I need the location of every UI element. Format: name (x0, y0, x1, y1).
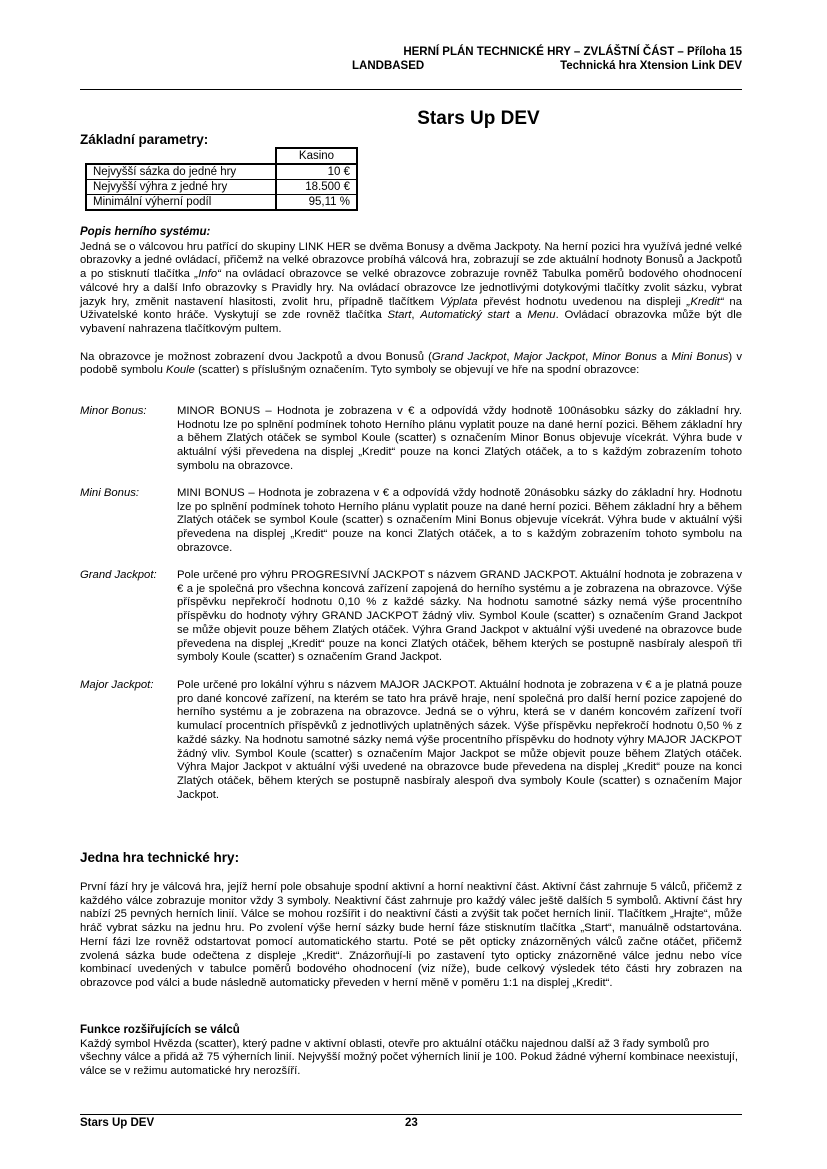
param-value: 10 € (276, 164, 357, 180)
header-subtitle-row (352, 59, 742, 73)
system-paragraph-1: Jedná se o válcovou hru patřící do skupiny LINK HER se dvěma Bonusy a dvěma Jackpoty. Na herní pozici hra využívá jedné velké obrazovky a jedné ovládací, přičemž na velké obrazovce probíhá válcová hra, zobrazují se zde aktuální hodnoty Bonusů a Jackpotů a po stisknutí tlačítka „Info“ na ovládací obrazovce se velké obrazovce zobrazuje rovněž Tabulka poměrů bodového ohodnocení válcové hry a další Info obrazovky s Pravidly hry. Na ovládací obrazovce lze jednotlivými dotykovými tlačítky zvolit sázku, vybrat jazyk hry, změnit nastavení hlasitosti, zvolit hru, případně tlačítkem Výplata převést hodnotu uvedenou na displeji „Kredit“ na Uživatelské konto hráče. Vyskytují se zde rovněž tlačítka Start, Automatický start a Menu. Ovládací obrazovka může být dle vybavení nahrazena tlačítkovým pultem. (80, 240, 742, 335)
definition-text: Pole určené pro výhru PROGRESIVNÍ JACKPOT s názvem GRAND JACKPOT. Aktuální hodnota je zobrazena v € a je společná pro všechna koncová zařízení zapojená do herního systému a je zobrazena na obrazovce. Výše příspěvku nepřekročí hodnotu 0,10 % z každé sázky. Na hodnotu samotné sázky nemá výše procentního příspěvku do hodnoty výhry GRAND JACKPOT žádný vliv. Symbol Koule (scatter) s označením Grand Jackpot se může objevit pouze během Zlatých otáček. Výhra Grand Jackpot v aktuální výši uvedené na obrazovce bude převedena na displej „Kredit“ pouze na konci Zlatých otáček, během kterých se postupně nasbíraly alespoň tři symboly Koule (scatter) s označením Grand Jackpot. (177, 569, 742, 664)
definition-text: MINOR BONUS – Hodnota je zobrazena v € a odpovídá vždy hodnotě 100násobku sázky do základní hry. Hodnotu lze po splnění podmínek tohoto Herního plánu vyplatit pouze na dané herní pozici. Během základní hry a během Zlatých otáček se symbol Koule (scatter) s označením Minor Bonus objevuje vícekrát. Výhra bude v aktuální výši převedena na displej „Kredit“ pouze na konci Zlatých otáček, a to s každým zobrazením tohoto symbolu na obrazovce. (177, 405, 742, 472)
definition-term: Minor Bonus: (80, 405, 147, 417)
definition-text: Pole určené pro lokální výhru s názvem MAJOR JACKPOT. Aktuální hodnota je zobrazena v € a je platná pouze pro dané koncové zařízení, na kterém se tato hra právě hraje, není společná pro další herní pozice zapojené do herního systému a je zobrazena na obrazovce. Jedná se o výhru, která se v daném koncovém zařízení tvoří kumulací procentních příspěvků z jednotlivých uplatněných sázek. Výše příspěvku nepřekročí hodnotu 0,50 % z každé sázky. Na hodnotu samotné sázky nemá výše procentního příspěvku do hodnoty výhry MAJOR JACKPOT žádný vliv. Symbol Koule (scatter) s označením Major Jackpot se může objevit pouze během Zlatých otáček. Výhra Major Jackpot v aktuální výši uvedené na obrazovce bude převedena na displej „Kredit“ pouze na konci Zlatých otáček, během kterých se postupně nasbíraly alespoň dva symboly Koule (scatter) s označením Major Jackpot. (177, 679, 742, 801)
definition-minor-bonus (80, 405, 742, 474)
definition-major-jackpot (80, 679, 742, 802)
table-row (86, 195, 357, 211)
expanding-reels-paragraph: Každý symbol Hvězda (scatter), který padne v aktivní oblasti, otevře pro aktuální otáčku najednou další až 3 řady symbolů pro všechny válce a přidá až 75 výherních linií. Nejvyšší možný počet výherních linií je 100. Pokud žádné výherní kombinace neexistují, válce se v režimu automatické hry nerozšíří. (80, 1037, 739, 1078)
header-landbased: LANDBASED (352, 60, 425, 72)
param-label: Nejvyšší sázka do jedné hry (86, 164, 276, 180)
params-column-header: Kasino (276, 148, 357, 164)
param-label: Nejvyšší výhra z jedné hry (86, 180, 276, 195)
param-value: 95,11 % (276, 195, 357, 211)
game-paragraph: První fází hry je válcová hra, jejíž herní pole obsahuje spodní aktivní a horní neaktivní část. Aktivní část zahrnuje 5 válců, přičemž z každého válce zobrazuje monitor vždy 3 symboly. Neaktivní část zahrnuje pro každý válec ještě dalších 5 symbolů. Aktivní část hry nabízí 25 pevných herních linií. Válce se mohou rozšířit i do neaktivní části a zvýšit tak počet herních linií. Tlačítkem „Hrajte“, může hráč vybrat sázku na jednu hru. Po zvolení výše herní sázky bude herní fáze stisknutím tlačítka „Start“, manuálně odstartována. Herní fázi lze rovněž odstartovat pomocí automatického startu. Poté se pět opticky znázorněných válců začne otáčet, přičemž zvolená sázka bude odečtena z displeje „Kredit“. Znázorňují-li po zastavení tyto opticky znázorněné válce jednu nebo více kombinací uvedených v tabulce poměrů bodového ohodnocení (viz níže), bude celkový výsledek této části hry zobrazen na obrazovce pod válci a bude následně automaticky převeden v herní měně v poměru 1:1 na displej „Kredit“. (80, 881, 742, 989)
page-header (352, 45, 742, 73)
param-value: 18.500 € (276, 180, 357, 195)
page-number: 23 (405, 1117, 418, 1129)
definition-term: Major Jackpot: (80, 679, 154, 691)
expanding-reels-heading: Funkce rozšiřujících se válců (80, 1024, 240, 1036)
header-game-name: Technická hra Xtension Link DEV (560, 60, 742, 72)
definition-term: Mini Bonus: (80, 487, 140, 499)
definition-text: MINI BONUS – Hodnota je zobrazena v € a odpovídá vždy hodnotě 20násobku sázky do základní hry. Hodnotu lze po splnění podmínek tohoto Herního plánu vyplatit pouze na dané herní pozici. Během základní hry a během Zlatých otáček se symbol Koule (scatter) s označením Mini Bonus objevuje vícekrát. Výhra bude v aktuální výši převedena na displej „Kredit“ pouze na konci Zlatých otáček, a to s každým zobrazením tohoto symbolu na obrazovce. (177, 487, 742, 554)
definition-term: Grand Jackpot: (80, 569, 157, 581)
game-description (80, 881, 742, 991)
system-paragraph-2: Na obrazovce je možnost zobrazení dvou Jackpotů a dvou Bonusů (Grand Jackpot, Major Jackpot, Minor Bonus a Mini Bonus) v podobě symbolu Koule (scatter) s příslušným označením. Tyto symboly se objevují ve hře na spodní obrazovce: (80, 350, 742, 377)
table-row (86, 164, 357, 180)
header-divider (80, 89, 742, 90)
definition-grand-jackpot (80, 569, 742, 665)
game-heading: Jedna hra technické hry: (80, 850, 240, 865)
param-label: Minimální výherní podíl (86, 195, 276, 211)
footer-title: Stars Up DEV (80, 1117, 155, 1129)
system-description (80, 226, 742, 378)
params-table (85, 147, 358, 211)
params-heading: Základní parametry: (80, 132, 209, 147)
footer-divider (80, 1114, 742, 1115)
table-row (86, 180, 357, 195)
system-heading: Popis herního systému: (80, 226, 211, 238)
expanding-reels-section (80, 1024, 742, 1079)
definition-mini-bonus (80, 487, 742, 556)
header-title: HERNÍ PLÁN TECHNICKÉ HRY – ZVLÁŠTNÍ ČÁST – Příloha 15 (403, 46, 742, 58)
page-title: Stars Up DEV (417, 108, 540, 129)
